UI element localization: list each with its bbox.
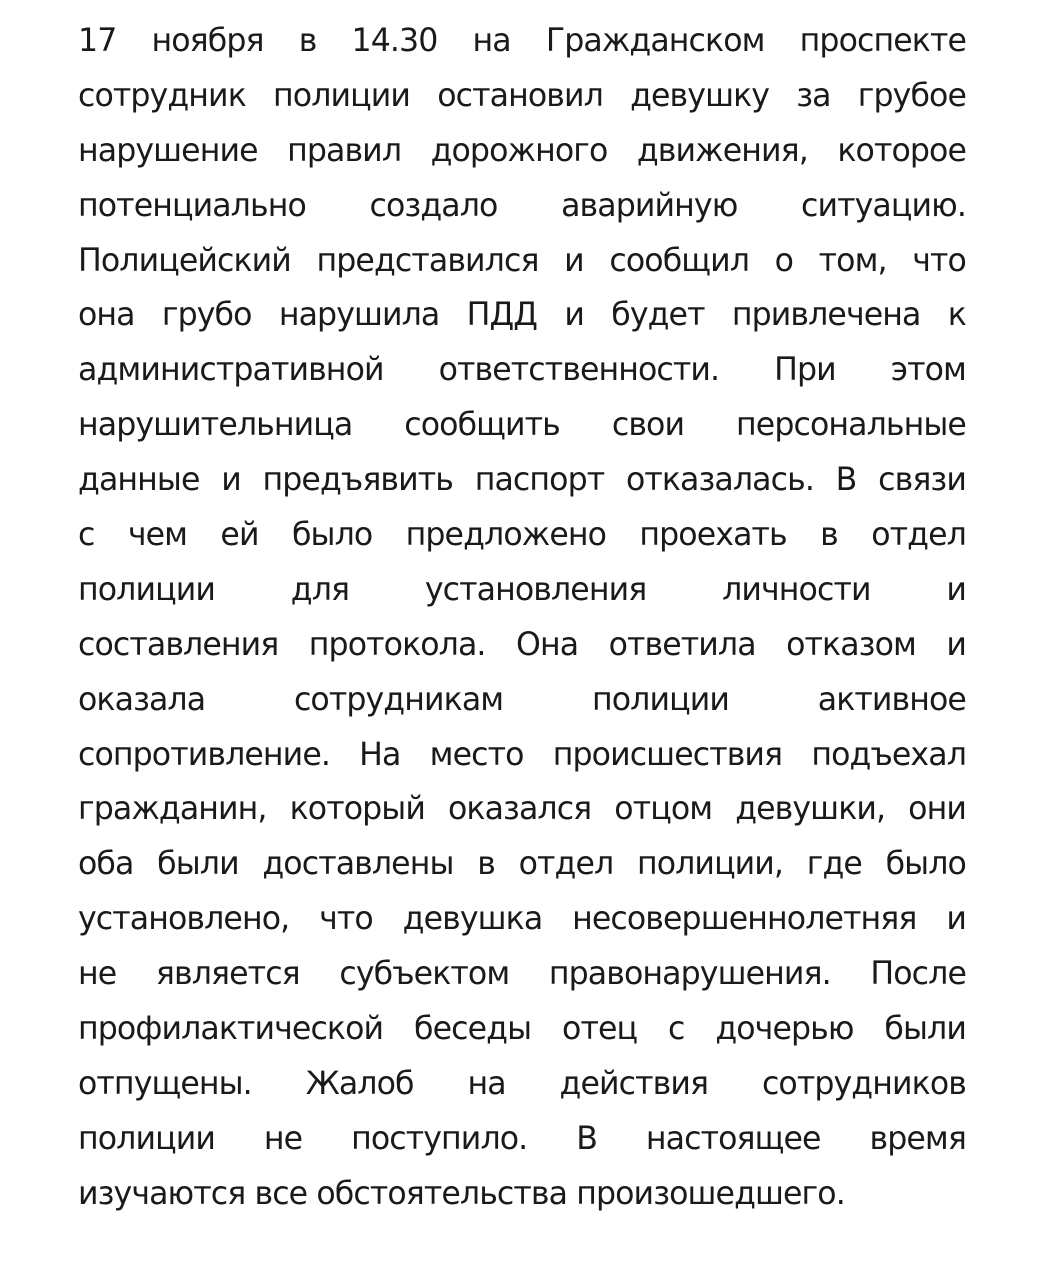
word: В (576, 1120, 597, 1157)
word: в (298, 23, 317, 59)
word: отец (562, 1011, 638, 1048)
word: и (946, 571, 966, 608)
word: субъектом (339, 956, 510, 993)
text-line-12 (78, 618, 966, 673)
word: были (884, 1011, 966, 1048)
word: грубо (161, 297, 252, 334)
word: и (946, 901, 966, 938)
word: где (806, 846, 862, 883)
word: административной (78, 352, 384, 389)
word: отказалась. (625, 462, 814, 499)
word: что (912, 242, 966, 279)
word: нарушение (78, 132, 258, 169)
word: беседы (414, 1011, 532, 1048)
word: полиции (78, 571, 215, 608)
word: потенциально (78, 187, 306, 224)
word: оказался (447, 791, 592, 828)
word: установлено, (78, 901, 290, 938)
word: девушки, (735, 791, 886, 828)
word: в (820, 517, 838, 554)
word: отказом (786, 626, 916, 663)
article-text (78, 14, 966, 1222)
word: правонарушения. (548, 956, 831, 993)
word: подъехал (811, 736, 966, 773)
text-line-4 (78, 179, 966, 234)
word: ответственности. (438, 352, 720, 389)
word: аварийную (561, 187, 738, 224)
word: были (157, 846, 239, 883)
word: будет (611, 297, 705, 334)
word: время (869, 1120, 966, 1157)
word: нарушительница (78, 407, 353, 444)
word: этом (890, 352, 966, 389)
word: составления (78, 626, 279, 663)
word: происшествия (552, 736, 783, 773)
word: профилактической (78, 1011, 384, 1048)
text-line-22: изучаются все обстоятельства произошедшего. (78, 1175, 845, 1212)
word: для (290, 571, 350, 608)
word: не (263, 1120, 303, 1157)
text-line-20 (78, 1057, 966, 1112)
text-line-21 (78, 1112, 966, 1167)
word: полиции (78, 1120, 215, 1157)
word: отдел (518, 846, 614, 883)
word: предложено (405, 517, 607, 554)
word: сопротивление. (78, 736, 330, 773)
word: Жалоб (305, 1065, 414, 1102)
word: было (291, 517, 373, 554)
word: ноября (151, 23, 264, 59)
word: создало (369, 187, 498, 224)
text-line-7 (78, 343, 966, 398)
word: с (667, 1011, 685, 1048)
word: том, (818, 242, 887, 279)
word: полиции, (636, 846, 784, 883)
word: настоящее (645, 1120, 821, 1157)
word: и (946, 626, 966, 663)
word: Она (516, 626, 579, 663)
word: отдел (871, 517, 966, 554)
word: Гражданском (545, 23, 765, 59)
text-line-15 (78, 782, 966, 837)
word: После (870, 956, 966, 993)
word: чем (127, 517, 188, 554)
word: ответила (608, 626, 756, 663)
word: На (359, 736, 401, 773)
word: ей (220, 517, 259, 554)
word: они (908, 791, 966, 828)
word: и (564, 297, 584, 334)
word: девушку (630, 77, 770, 114)
word: действия (559, 1065, 709, 1102)
word: 14.30 (351, 23, 438, 59)
word: полиции (592, 681, 729, 718)
word: было (885, 846, 966, 883)
word: протокола. (308, 626, 486, 663)
word: оказала (78, 681, 206, 718)
word: с (78, 517, 95, 554)
word: оба (78, 846, 134, 883)
word: В (835, 462, 857, 499)
text-line-19 (78, 1002, 966, 1057)
word: ПДД (466, 297, 538, 334)
word: который (289, 791, 425, 828)
word: дорожного (430, 132, 608, 169)
word: на (472, 23, 511, 59)
word: нарушила (278, 297, 440, 334)
word: отпущены. (78, 1065, 252, 1102)
word: она (78, 297, 135, 334)
word: проспекте (799, 23, 966, 59)
word: установления (424, 571, 647, 608)
word: ситуацию. (801, 187, 966, 224)
word: представился (316, 242, 539, 279)
word: за (796, 77, 831, 114)
word: сотрудник (78, 77, 246, 114)
word: не (78, 956, 117, 993)
text-line-6 (78, 288, 966, 343)
text-line-9 (78, 453, 966, 508)
text-line-3 (78, 124, 966, 179)
word: привлечена (731, 297, 921, 334)
word: личности (722, 571, 871, 608)
word: о (774, 242, 794, 279)
text-line-16 (78, 837, 966, 892)
word: грубое (857, 77, 966, 114)
word: сотрудников (761, 1065, 966, 1102)
word: место (429, 736, 524, 773)
word: свои (611, 407, 685, 444)
word: Полицейский (78, 242, 291, 279)
word: остановил (437, 77, 603, 114)
word: полиции (273, 77, 411, 114)
word: При (774, 352, 836, 389)
word: данные (78, 462, 200, 499)
word: девушка (402, 901, 543, 938)
word: сообщить (404, 407, 560, 444)
word: предъявить (262, 462, 454, 499)
word: является (155, 956, 300, 993)
word: доставлены (262, 846, 454, 883)
word: в (477, 846, 495, 883)
word: которое (837, 132, 966, 169)
text-line-8 (78, 398, 966, 453)
word: активное (817, 681, 966, 718)
word: связи (878, 462, 966, 499)
word: и (564, 242, 584, 279)
word: движения, (636, 132, 808, 169)
word: сообщил (609, 242, 750, 279)
word: паспорт (474, 462, 605, 499)
word: 17 (78, 23, 117, 59)
word: дочерью (715, 1011, 854, 1048)
word: на (467, 1065, 506, 1102)
text-line-14 (78, 728, 966, 783)
text-line-13 (78, 673, 966, 728)
text-line-17 (78, 892, 966, 947)
text-line-10 (78, 508, 966, 563)
text-line-2 (78, 69, 966, 124)
word: сотрудникам (293, 681, 504, 718)
word: поступило. (351, 1120, 528, 1157)
word: что (319, 901, 373, 938)
word: правил (287, 132, 402, 169)
word: несовершеннолетняя (572, 901, 917, 938)
text-line-11 (78, 563, 966, 618)
word: и (221, 462, 241, 499)
word: проехать (639, 517, 787, 554)
text-line-18 (78, 947, 966, 1002)
word: гражданин, (78, 791, 267, 828)
word: персональные (736, 407, 966, 444)
word: отцом (614, 791, 713, 828)
text-line-1 (78, 14, 966, 69)
text-line-5 (78, 234, 966, 289)
word: к (947, 297, 966, 334)
